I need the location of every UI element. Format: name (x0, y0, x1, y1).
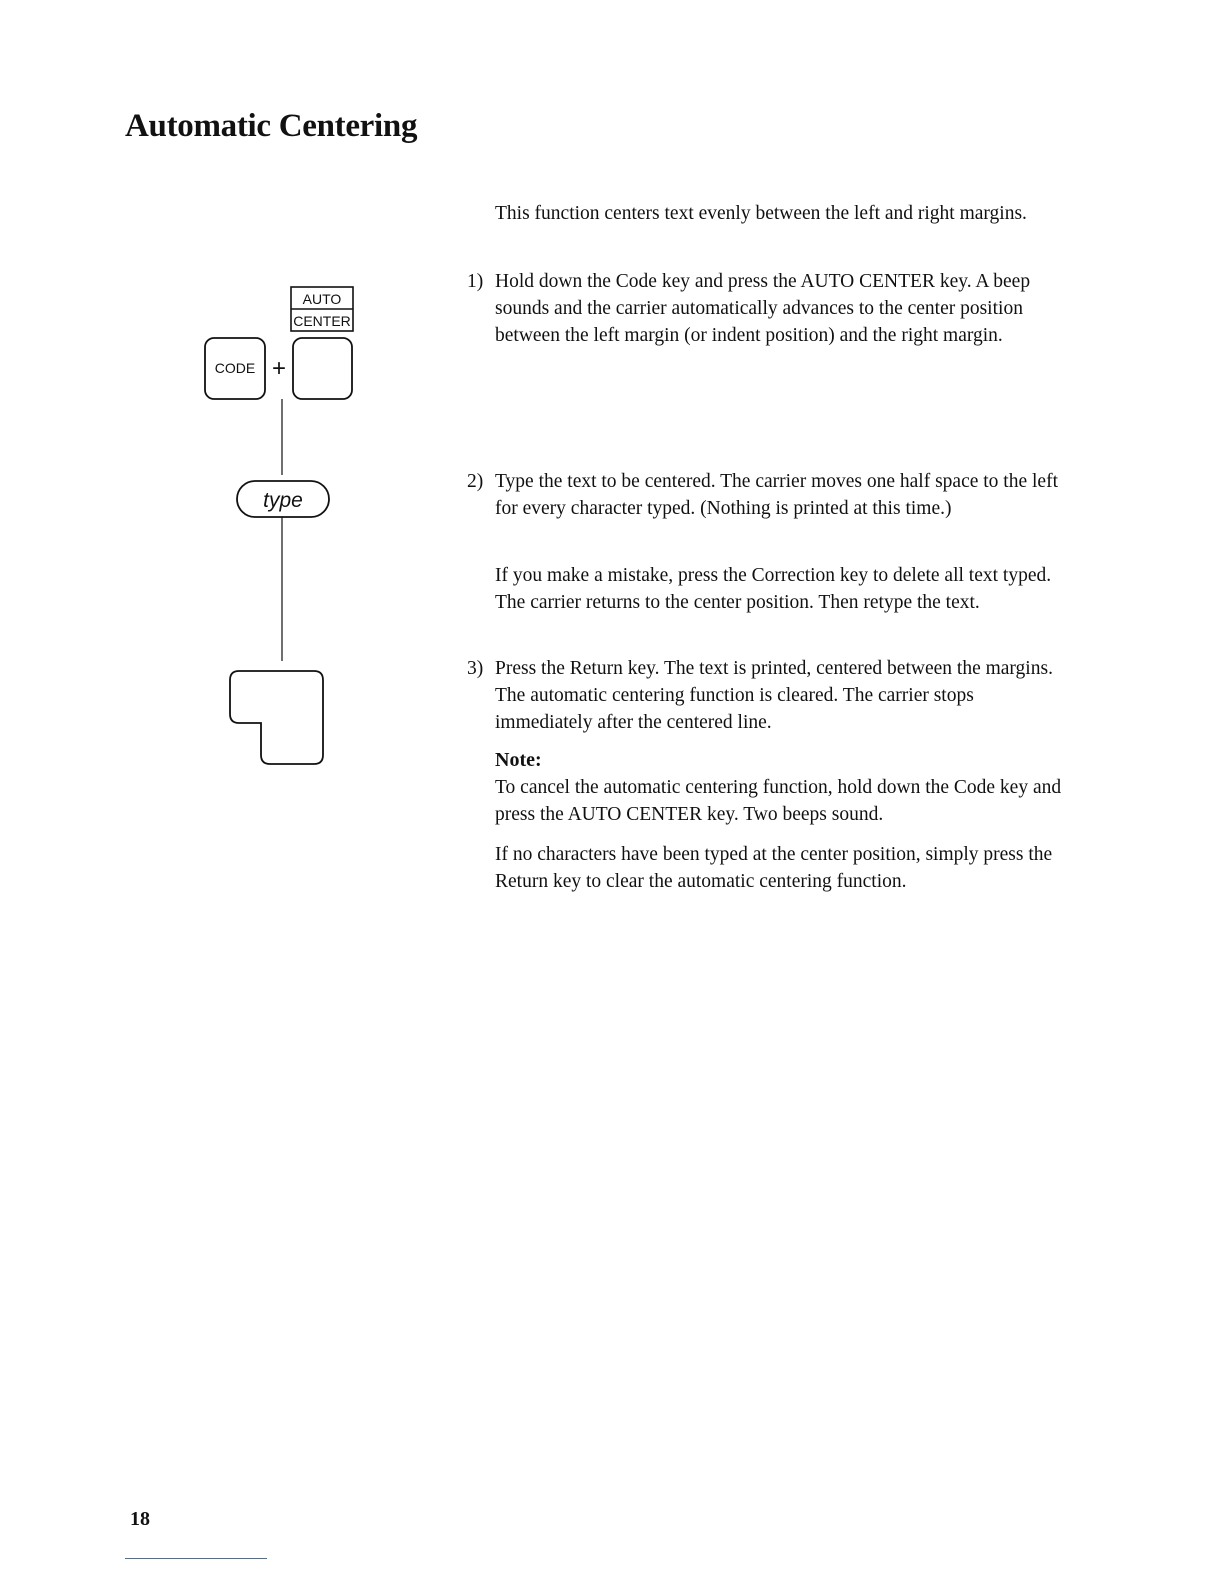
type-label: type (263, 489, 303, 512)
note-text-2: If no characters have been typed at the center position, simply press the Return key to clear the automatic centering function. (495, 844, 1053, 892)
step-2-number: 2) (467, 471, 484, 492)
step-3-text: Press the Return key. The text is printed, centered between the margins. The automatic centering function is cleared. The carrier stops immediately after the centered line. (495, 658, 1053, 733)
code-key (205, 338, 265, 399)
auto-center-key (293, 338, 352, 399)
mistake-text: If you make a mistake, press the Correction key to delete all text typed. The carrier returns to the center position. Then retype the text. (495, 565, 1052, 613)
note-label: Note: (495, 749, 542, 771)
note-text-1: To cancel the automatic centering function, hold down the Code key and press the AUTO CENTER key. Two beeps sound. (495, 777, 1062, 825)
auto-label: AUTO (302, 291, 342, 307)
page-title: Automatic Centering (125, 108, 418, 144)
auto-center-key-label (291, 287, 353, 331)
type-pill (237, 481, 329, 517)
intro-text: This function centers text evenly between the left and right margins. (495, 203, 1027, 224)
step-3-number: 3) (467, 658, 484, 679)
return-key-icon (230, 671, 323, 764)
key-sequence-diagram (195, 275, 370, 775)
center-label: CENTER (293, 313, 351, 329)
footer-rule (125, 1558, 267, 1559)
step-1-text: Hold down the Code key and press the AUTO CENTER key. A beep sounds and the carrier automatically advances to the center position between the left margin (or indent position) and the right margin. (495, 271, 1031, 346)
plus-sign: + (271, 355, 287, 382)
page-number: 18 (130, 1508, 150, 1530)
step-2-text: Type the text to be centered. The carrier moves one half space to the left for every character typed. (Nothing is printed at this time.) (495, 471, 1058, 519)
step-1-number: 1) (467, 271, 484, 292)
code-key-label: CODE (214, 360, 256, 376)
